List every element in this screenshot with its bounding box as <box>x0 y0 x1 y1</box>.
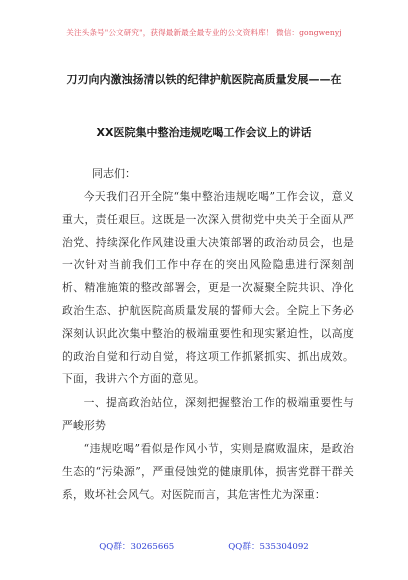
body-paragraph-1: 今天我们召开全院“集中整治违规吃喝”工作会议，意义重大，责任艰巨。这既是一次深入贯彻党中央关于全面从严治党、持续深化作风建设重大决策部署的政治动员会，也是一次针对当前我们工作中存在的突出风险隐患进行深刻剖析、精准施策的整改部署会，更是一次凝聚全院共识、净化政治生态、护航医院高质量发展的誓师大会。全院上下务必深刻认识此次集中整治的极端重要性和现实紧迫性，以高度的政治自觉和行动自觉，将这项工作抓紧抓实、抓出成效。下面，我讲六个方面的意见。 <box>62 190 354 386</box>
footer-contact <box>0 540 408 552</box>
document-title-line1: 刀刃向内激浊扬清以铁的纪律护航医院高质量发展——在 <box>66 73 342 86</box>
section-heading-1: 一、提高政治站位，深刻把握整治工作的极端重要性与严峻形势 <box>62 396 354 432</box>
footer-qq-group-2: QQ群：535304092 <box>228 542 309 552</box>
greeting: 同志们： <box>92 167 136 180</box>
header-promo-note: 关注头条号"公文研究"，获得最新最全最专业的公文资料库！ 微信：gongwenyj <box>66 28 342 37</box>
footer-qq-group-1: QQ群：30265665 <box>99 542 175 552</box>
document-title-line2: XX医院集中整治违规吃喝工作会议上的讲话 <box>96 126 312 139</box>
body-paragraph-2: “违规吃喝”看似是作风小节，实则是腐败温床，是政治生态的“污染源”，严重侵蚀党的健康肌体，损害党群干群关系，败坏社会风气。对医院而言，其危害性尤为深重： <box>62 442 354 501</box>
